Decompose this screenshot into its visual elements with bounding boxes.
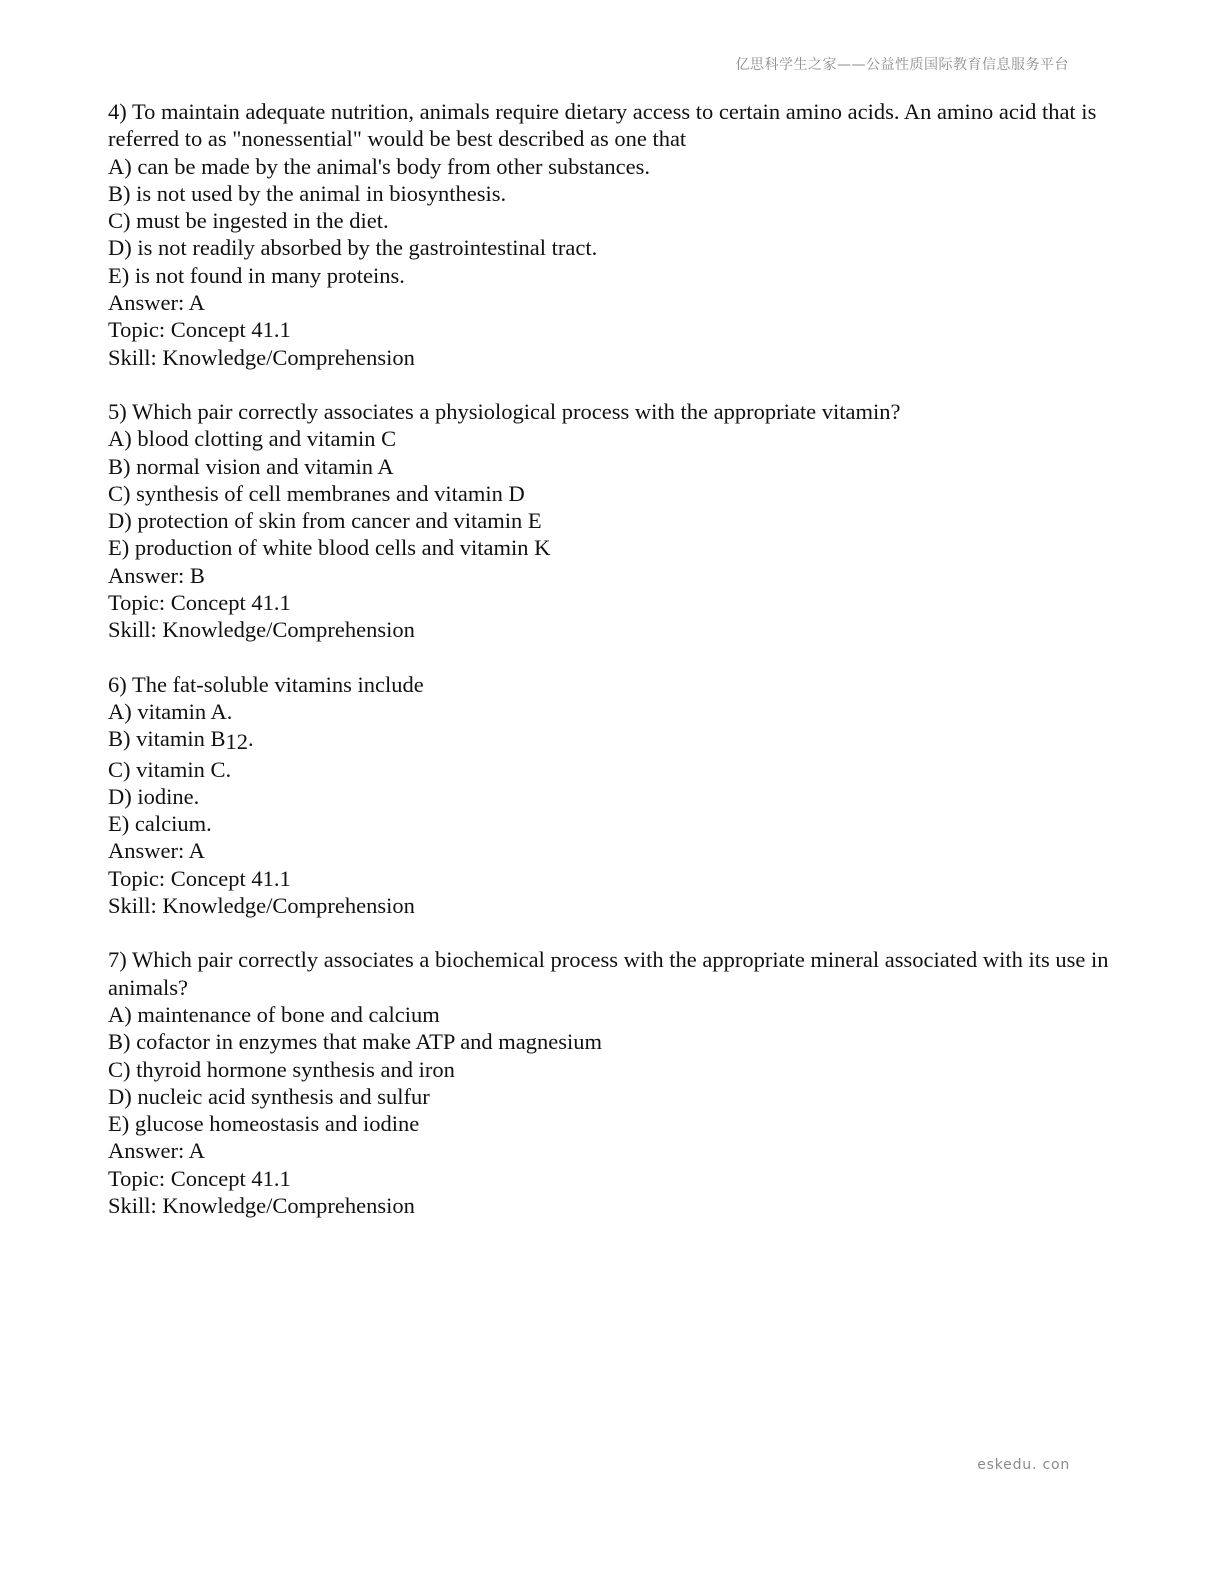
question-stem: 4) To maintain adequate nutrition, animals require dietary access to certain amino acids. An amino acid that is referred to as "nonessential" would be best described as one that [108, 99, 1097, 152]
skill-line: Skill: Knowledge/Comprehension [108, 344, 415, 370]
option-b: B) is not used by the animal in biosynthesis. [108, 180, 507, 206]
option-a: A) maintenance of bone and calcium [108, 1001, 440, 1027]
answer-line: Answer: A [108, 1138, 205, 1164]
option-e: E) production of white blood cells and vitamin K [108, 535, 551, 561]
question-6 [108, 671, 1118, 920]
option-e: E) is not found in many proteins. [108, 262, 405, 288]
skill-line: Skill: Knowledge/Comprehension [108, 1192, 415, 1218]
option-e: E) calcium. [108, 811, 212, 837]
topic-line: Topic: Concept 41.1 [108, 1165, 291, 1191]
question-stem: 5) Which pair correctly associates a physiological process with the appropriate vitamin? [108, 398, 901, 424]
option-b-subscript: 12 [225, 729, 248, 755]
option-d: D) nucleic acid synthesis and sulfur [108, 1083, 430, 1109]
option-b: B) cofactor in enzymes that make ATP and magnesium [108, 1029, 603, 1055]
skill-line: Skill: Knowledge/Comprehension [108, 617, 415, 643]
question-5 [108, 398, 1118, 644]
page-header [736, 54, 1070, 74]
answer-line: Answer: A [108, 838, 205, 864]
option-b-prefix: B) vitamin B [108, 726, 226, 752]
option-c: C) synthesis of cell membranes and vitamin D [108, 480, 525, 506]
option-b: B) normal vision and vitamin A [108, 453, 394, 479]
option-d: D) protection of skin from cancer and vitamin E [108, 508, 542, 534]
option-e: E) glucose homeostasis and iodine [108, 1111, 420, 1137]
option-c: C) thyroid hormone synthesis and iron [108, 1056, 455, 1082]
question-4 [108, 98, 1118, 371]
footer-site-url: eskedu. con [977, 1457, 1070, 1473]
option-c: C) vitamin C. [108, 756, 232, 782]
topic-line: Topic: Concept 41.1 [108, 865, 291, 891]
option-a: A) vitamin A. [108, 698, 233, 724]
header-site-text: 亿思科学生之家——公益性质国际教育信息服务平台 [735, 57, 1069, 73]
option-a: A) blood clotting and vitamin C [108, 426, 397, 452]
question-stem: 7) Which pair correctly associates a biochemical process with the appropriate mineral associated with its use in animals? [108, 947, 1109, 1000]
question-stem: 6) The fat-soluble vitamins include [108, 671, 424, 697]
question-7 [108, 946, 1118, 1219]
skill-line: Skill: Knowledge/Comprehension [108, 893, 415, 919]
option-c: C) must be ingested in the diet. [108, 208, 389, 234]
page-footer [977, 1457, 1070, 1473]
topic-line: Topic: Concept 41.1 [108, 590, 291, 616]
topic-line: Topic: Concept 41.1 [108, 317, 291, 343]
answer-line: Answer: B [108, 562, 205, 588]
document-body [108, 98, 1118, 1246]
option-b-suffix: . [248, 726, 254, 752]
option-d: D) is not readily absorbed by the gastrointestinal tract. [108, 235, 598, 261]
option-a: A) can be made by the animal's body from other substances. [108, 153, 651, 179]
option-b [108, 725, 1118, 755]
option-d: D) iodine. [108, 783, 200, 809]
answer-line: Answer: A [108, 290, 205, 316]
